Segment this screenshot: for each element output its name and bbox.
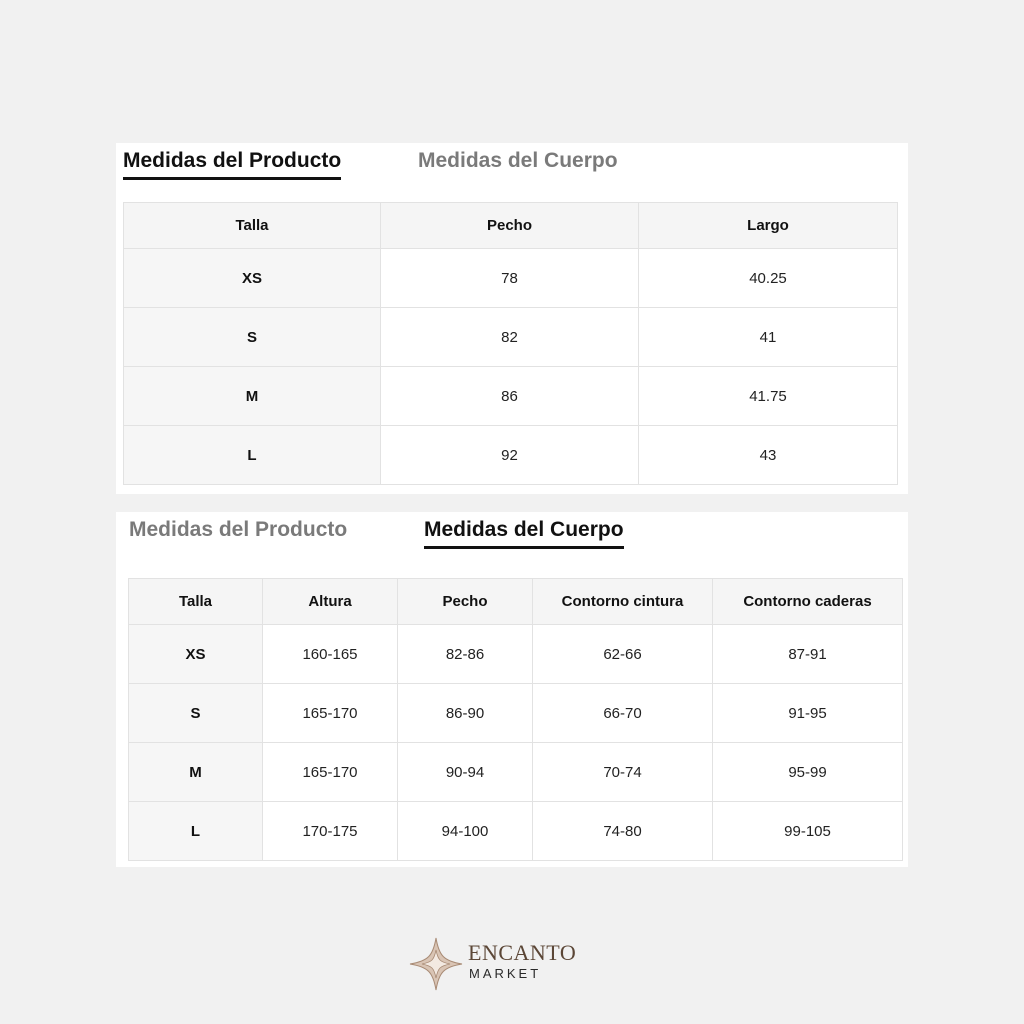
table-cell: 66-70 — [533, 684, 713, 743]
tab-body-measurements[interactable]: Medidas del Cuerpo — [418, 149, 618, 172]
table-cell: 70-74 — [533, 743, 713, 802]
table-row — [124, 367, 898, 426]
column-header: Largo — [639, 203, 898, 249]
table-cell: 92 — [381, 426, 639, 485]
column-header: Contorno caderas — [713, 579, 903, 625]
size-cell: L — [124, 426, 381, 485]
table-cell: 94-100 — [398, 802, 533, 861]
tab-product-measurements[interactable]: Medidas del Producto — [123, 149, 341, 180]
size-cell: S — [124, 308, 381, 367]
size-cell: XS — [124, 249, 381, 308]
table-cell: 99-105 — [713, 802, 903, 861]
table-row — [124, 426, 898, 485]
column-header: Altura — [263, 579, 398, 625]
table-cell: 90-94 — [398, 743, 533, 802]
column-header: Pecho — [398, 579, 533, 625]
product-size-table — [123, 202, 898, 485]
table-cell: 74-80 — [533, 802, 713, 861]
table-cell: 91-95 — [713, 684, 903, 743]
four-point-star-icon — [408, 936, 464, 992]
table-cell: 41.75 — [639, 367, 898, 426]
body-size-table — [128, 578, 903, 861]
table-row — [129, 625, 903, 684]
table-cell: 86 — [381, 367, 639, 426]
table-row — [124, 249, 898, 308]
table-cell: 87-91 — [713, 625, 903, 684]
table-row — [129, 802, 903, 861]
table-row — [124, 308, 898, 367]
tab-body-measurements[interactable]: Medidas del Cuerpo — [424, 518, 624, 549]
tab-bar — [116, 512, 908, 568]
size-cell: M — [129, 743, 263, 802]
column-header: Talla — [124, 203, 381, 249]
product-measurements-panel — [116, 143, 908, 494]
column-header: Pecho — [381, 203, 639, 249]
size-cell: S — [129, 684, 263, 743]
column-header: Contorno cintura — [533, 579, 713, 625]
table-cell: 41 — [639, 308, 898, 367]
table-cell: 86-90 — [398, 684, 533, 743]
table-cell: 78 — [381, 249, 639, 308]
table-row — [129, 684, 903, 743]
table-header-row — [129, 579, 903, 625]
table-cell: 82 — [381, 308, 639, 367]
size-cell: L — [129, 802, 263, 861]
size-cell: M — [124, 367, 381, 426]
body-measurements-panel — [116, 512, 908, 867]
tab-bar — [116, 143, 908, 199]
table-cell: 82-86 — [398, 625, 533, 684]
table-cell: 95-99 — [713, 743, 903, 802]
table-cell: 40.25 — [639, 249, 898, 308]
table-cell: 165-170 — [263, 743, 398, 802]
table-row — [129, 743, 903, 802]
brand-logo — [408, 936, 608, 992]
table-header-row — [124, 203, 898, 249]
table-cell: 62-66 — [533, 625, 713, 684]
column-header: Talla — [129, 579, 263, 625]
table-cell: 43 — [639, 426, 898, 485]
table-cell: 165-170 — [263, 684, 398, 743]
table-cell: 160-165 — [263, 625, 398, 684]
tab-product-measurements[interactable]: Medidas del Producto — [129, 518, 348, 541]
brand-subtitle: MARKET — [469, 966, 542, 981]
brand-name: ENCANTO — [468, 940, 577, 965]
table-cell: 170-175 — [263, 802, 398, 861]
size-cell: XS — [129, 625, 263, 684]
